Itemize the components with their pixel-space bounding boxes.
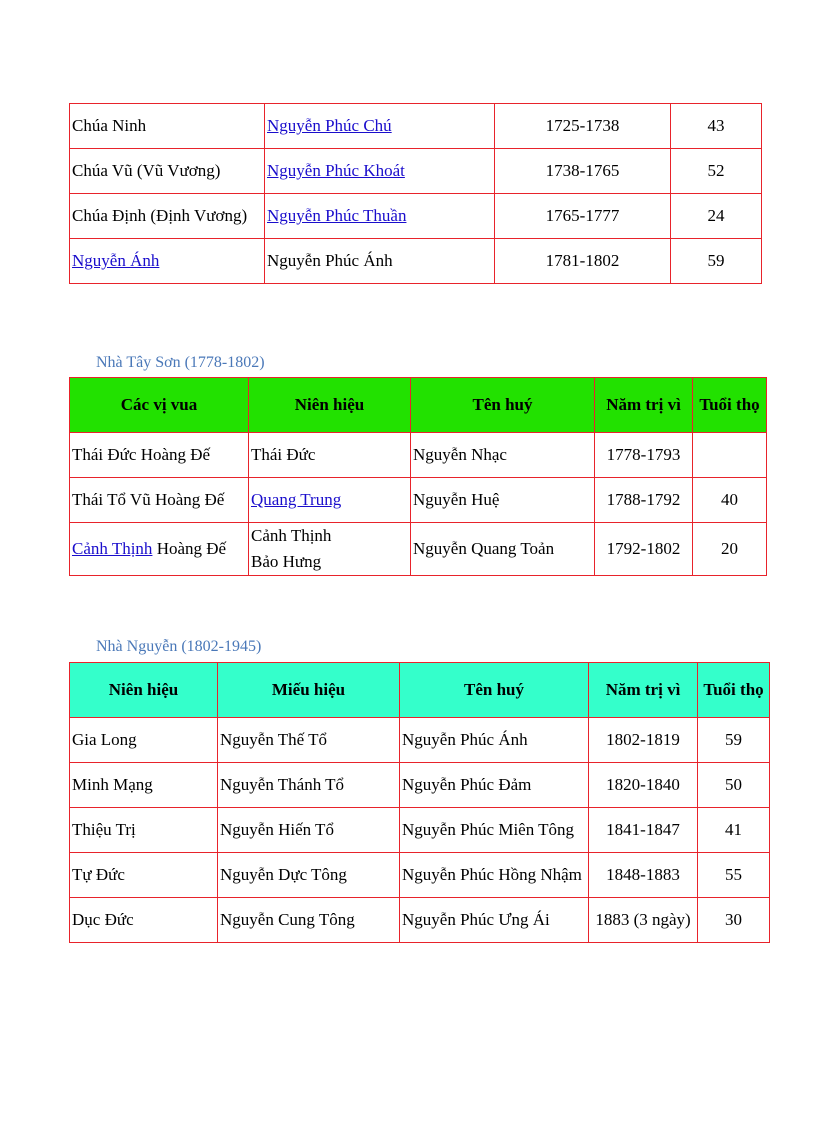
reign-years: 1788-1792 bbox=[595, 478, 693, 523]
personal-name: Nguyễn Phúc Miên Tông bbox=[400, 808, 589, 853]
temple-name: Nguyễn Thế Tổ bbox=[218, 718, 400, 763]
lord-name-link[interactable]: Nguyễn Phúc Chú bbox=[267, 116, 392, 135]
personal-name: Nguyễn Phúc Hồng Nhậm bbox=[400, 853, 589, 898]
lord-name: Nguyễn Phúc Ánh bbox=[265, 239, 495, 284]
personal-name: Nguyễn Quang Toản bbox=[411, 523, 595, 576]
table-row bbox=[70, 149, 762, 194]
reign-years: 1841-1847 bbox=[589, 808, 698, 853]
column-header: Năm trị vì bbox=[595, 378, 693, 433]
table-row bbox=[70, 763, 770, 808]
lifespan: 59 bbox=[698, 718, 770, 763]
table-header bbox=[70, 378, 767, 433]
lifespan: 41 bbox=[698, 808, 770, 853]
era-name: Tự Đức bbox=[70, 853, 218, 898]
lord-name-link[interactable]: Nguyễn Phúc Khoát bbox=[267, 161, 405, 180]
reign-years: 1802-1819 bbox=[589, 718, 698, 763]
column-header: Tên huý bbox=[411, 378, 595, 433]
lord-name-cell bbox=[265, 194, 495, 239]
lifespan bbox=[693, 433, 767, 478]
era-name: Dục Đức bbox=[70, 898, 218, 943]
section-title-tay-son: Nhà Tây Sơn (1778-1802) bbox=[96, 354, 265, 371]
tay-son-table bbox=[69, 377, 767, 576]
table-header bbox=[70, 663, 770, 718]
personal-name: Nguyễn Phúc Ánh bbox=[400, 718, 589, 763]
table-row bbox=[70, 718, 770, 763]
column-header: Niên hiệu bbox=[70, 663, 218, 718]
era-name: Thái Đức bbox=[249, 433, 411, 478]
lord-title: Chúa Ninh bbox=[70, 104, 265, 149]
table-row bbox=[70, 433, 767, 478]
reign-years: 1738-1765 bbox=[495, 149, 671, 194]
table-row bbox=[70, 853, 770, 898]
nguyen-table bbox=[69, 662, 770, 943]
table-row bbox=[70, 239, 762, 284]
king-title-link[interactable]: Cảnh Thịnh bbox=[72, 539, 153, 558]
temple-name: Nguyễn Thánh Tổ bbox=[218, 763, 400, 808]
table-row bbox=[70, 104, 762, 149]
lifespan: 55 bbox=[698, 853, 770, 898]
lord-title: Chúa Định (Định Vương) bbox=[70, 194, 265, 239]
column-header: Tuổi thọ bbox=[698, 663, 770, 718]
personal-name: Nguyễn Huệ bbox=[411, 478, 595, 523]
table-row bbox=[70, 808, 770, 853]
table-row bbox=[70, 478, 767, 523]
reign-years: 1781-1802 bbox=[495, 239, 671, 284]
era-name: Minh Mạng bbox=[70, 763, 218, 808]
column-header: Tên huý bbox=[400, 663, 589, 718]
table-row bbox=[70, 194, 762, 239]
lifespan: 30 bbox=[698, 898, 770, 943]
lord-name-link[interactable]: Nguyễn Phúc Thuần bbox=[267, 206, 407, 225]
era-name-cell bbox=[249, 478, 411, 523]
lords-table bbox=[69, 103, 762, 284]
temple-name: Nguyễn Hiến Tổ bbox=[218, 808, 400, 853]
table-row bbox=[70, 898, 770, 943]
column-header: Các vị vua bbox=[70, 378, 249, 433]
king-title-cell bbox=[70, 523, 249, 576]
lifespan: 52 bbox=[671, 149, 762, 194]
column-header: Năm trị vì bbox=[589, 663, 698, 718]
era-name: Bảo Hưng bbox=[251, 552, 322, 571]
personal-name: Nguyễn Nhạc bbox=[411, 433, 595, 478]
reign-years: 1883 (3 ngày) bbox=[589, 898, 698, 943]
lifespan: 43 bbox=[671, 104, 762, 149]
era-name: Gia Long bbox=[70, 718, 218, 763]
lifespan: 20 bbox=[693, 523, 767, 576]
lord-title-cell bbox=[70, 239, 265, 284]
era-name: Thiệu Trị bbox=[70, 808, 218, 853]
lord-name-cell bbox=[265, 104, 495, 149]
column-header: Niên hiệu bbox=[249, 378, 411, 433]
reign-years: 1725-1738 bbox=[495, 104, 671, 149]
lord-title: Chúa Vũ (Vũ Vương) bbox=[70, 149, 265, 194]
table-row bbox=[70, 523, 767, 576]
personal-name: Nguyễn Phúc Ưng Ái bbox=[400, 898, 589, 943]
king-title-rest: Hoàng Đế bbox=[152, 539, 227, 558]
section-title-nguyen: Nhà Nguyễn (1802-1945) bbox=[96, 638, 262, 655]
lifespan: 24 bbox=[671, 194, 762, 239]
king-title: Thái Đức Hoàng Đế bbox=[70, 433, 249, 478]
lifespan: 59 bbox=[671, 239, 762, 284]
reign-years: 1778-1793 bbox=[595, 433, 693, 478]
reign-years: 1792-1802 bbox=[595, 523, 693, 576]
lord-name-cell bbox=[265, 149, 495, 194]
lord-title-link[interactable]: Nguyễn Ánh bbox=[72, 251, 160, 270]
era-name-cell bbox=[249, 523, 411, 576]
temple-name: Nguyễn Dực Tông bbox=[218, 853, 400, 898]
lifespan: 50 bbox=[698, 763, 770, 808]
lifespan: 40 bbox=[693, 478, 767, 523]
temple-name: Nguyễn Cung Tông bbox=[218, 898, 400, 943]
personal-name: Nguyễn Phúc Đảm bbox=[400, 763, 589, 808]
reign-years: 1848-1883 bbox=[589, 853, 698, 898]
column-header: Tuổi thọ bbox=[693, 378, 767, 433]
reign-years: 1820-1840 bbox=[589, 763, 698, 808]
era-name-link[interactable]: Quang Trung bbox=[251, 490, 342, 509]
king-title: Thái Tổ Vũ Hoàng Đế bbox=[70, 478, 249, 523]
era-name: Cảnh Thịnh bbox=[251, 526, 332, 545]
reign-years: 1765-1777 bbox=[495, 194, 671, 239]
column-header: Miếu hiệu bbox=[218, 663, 400, 718]
